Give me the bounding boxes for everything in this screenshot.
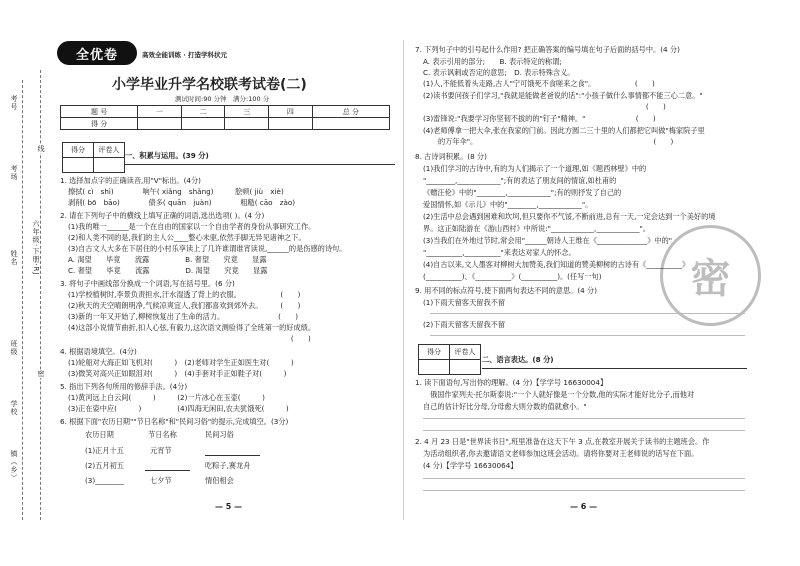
reviewer-label: 评卷人: [94, 143, 125, 158]
q7-5: (2)读书要问孩子们学习,"我就是能做老爸说的话":"小孩子做什么事情都不能三心二意。": [423, 91, 703, 100]
q5-2: (1)黄河远上白云间( ) (2)一片冰心在玉壶( ): [68, 393, 265, 402]
q8-8: (3)当我们在外地过节时,常会用"______朝诗人王维在《______________》中的": [423, 236, 673, 245]
binding-kaochang: 考场: [10, 165, 18, 181]
q5-3: (3)正在姿中应( ) (4)四海无闲田,农夫犹饿死( ): [68, 404, 289, 413]
festival-cell: 情侣相会: [205, 476, 234, 485]
q6-1: 6. 根据下面"农历日期""节日名称"和"民间习俗"的提示,完成填空。(3分): [60, 417, 289, 426]
score-cell[interactable]: [225, 118, 269, 130]
binding-dashed-line: [22, 80, 23, 520]
q4-2: (1)轮船对大海正如飞机对( ) (2)老师对学生正如医生对( ): [68, 358, 294, 367]
q8-4: 《赠汪伦》中的"________,____________";有的则抒发了自己的: [423, 188, 622, 197]
q3-6: ( ): [68, 334, 311, 343]
binding-banji: 班级: [10, 340, 18, 356]
s2-q1-3: 自己的估计好比分母,分母愈大则分数的值就愈小。": [423, 402, 587, 411]
score-header: 二: [181, 106, 225, 118]
q2-6: C. 奢望 毕竟 流露 D. 渴望 究竟 显露: [68, 266, 268, 275]
answer-line[interactable]: [423, 490, 745, 491]
score-cell[interactable]: [312, 118, 389, 130]
s2-q1-1: 1. 读下面语句,写出你的理解。(4 分)【学学号 16630004】: [415, 378, 608, 387]
q3-4: (3)新的一年又开始了,柳树恢复出了生命的活力。 ( ): [68, 312, 299, 321]
answer-line[interactable]: [423, 478, 745, 479]
s2-q1-2: 俄国作家列夫·托尔斯泰说:"一个人就好像是一个分数,他的实际才能好比分子,而他对: [430, 390, 695, 399]
q9-2: (1)下雨天留客天留我不留: [423, 298, 506, 307]
festival-header-date: 农历日期: [85, 430, 114, 439]
q9-3: (2)下雨天留客天留我不留: [423, 320, 506, 329]
seal-mi: 密: [37, 370, 45, 378]
q8-7: 界。这正如陆游在《游山西村》中所说:"____________,____________"。: [423, 224, 650, 233]
festival-header-custom: 民间习俗: [205, 430, 234, 439]
reviewer-cell[interactable]: [94, 158, 125, 173]
page-divider: [403, 40, 404, 520]
q3-2: (1)学校植树时,李景负责担水,汗水湿透了背上的衣服。 ( ): [68, 290, 301, 299]
binding-xiang: 镇（乡）: [10, 450, 18, 482]
festival-cell: 吃粽子,赛龙舟: [205, 461, 251, 470]
answer-line[interactable]: [430, 335, 745, 336]
score-table: [60, 105, 390, 130]
confidential-stamp: 密: [660, 225, 761, 326]
q7-3: C. 表示讽刺或否定的意思; D. 表示特殊含义。: [423, 68, 575, 77]
score-label: 得 分: [61, 118, 138, 130]
q5-1: 5. 指出下列各句所用的修辞手法。(4分): [60, 382, 188, 391]
q3-1: 3. 将句子中画线部分换成一个词语,写在括号里。(6 分): [60, 279, 235, 288]
score-header: 三: [225, 106, 269, 118]
section-2-title: 二、语言表达。(8 分): [482, 355, 554, 364]
reviewer-box-1: [62, 142, 125, 173]
score-cell[interactable]: [138, 118, 182, 130]
score-header: 一: [138, 106, 182, 118]
logo: 全优卷: [57, 41, 137, 65]
festival-cell: 七夕节: [150, 476, 172, 485]
q8-2: (1)我们学习的古诗中,有的为人们揭示了一个道理,如《题西林壁》中的: [423, 164, 647, 173]
q3-3: (2)秋天的天空晴朗明净,气候凉爽宜人,我们都喜欢到郊外去。 ( ): [68, 301, 301, 310]
page-number-left: — 5 —: [215, 502, 243, 511]
festival-blank[interactable]: [205, 446, 260, 456]
binding-kaohao: 考号: [10, 95, 18, 111]
q1-1: 1. 选择加点字的正确读音,用"V"标出。(4分): [60, 176, 201, 185]
seal-xian: 线: [37, 145, 45, 153]
q8-5: 爱国情怀,如《示儿》中的"________,____________"。: [423, 200, 593, 209]
score-header: 四: [269, 106, 313, 118]
answer-line[interactable]: [430, 313, 745, 314]
score-header: 总 分: [312, 106, 389, 118]
festival-cell: 元宵节: [150, 446, 172, 455]
binding-nianji: 六年级·下册·RJ: [32, 220, 40, 276]
reviewer-label: 评卷人: [450, 345, 481, 360]
reviewer-score-cell[interactable]: [419, 360, 450, 375]
q7-7: (3)雷锋说:"我要学习你坚韧不拔的的"钉子"精神。" ( ): [423, 114, 656, 123]
q8-9: "__________,__________"来表达对家人的怀念。: [423, 248, 576, 257]
answer-line[interactable]: [423, 430, 745, 431]
reviewer-cell[interactable]: [450, 360, 481, 375]
q7-9: 的万年伞"。 ( ): [438, 137, 674, 146]
reviewer-score-label: 得分: [63, 143, 94, 158]
q8-3: "________,____________";有的表达了朋友间的情谊,如杜甫的: [423, 176, 617, 185]
q7-8: (4)老师傅拿一把大伞,张在我家的门前。因此方圆二三十里的人们都把它叫做"梅家院子里: [423, 126, 705, 135]
q8-11: (__________)、《__________》(__________)。(任写一句): [423, 272, 602, 281]
s2-q2-1: 2. 4 月 23 日是"世界读书日",班里准备在这天下午 3 点,在教室开展关于读书的主题班会。作: [415, 437, 710, 446]
q8-6: (2)生活中总会遇到困难和坎坷,但只要你不气馁,不断前进,总有一天,一定会达到一个美好的境: [423, 212, 716, 221]
section-2-rule: [482, 368, 747, 369]
reviewer-score-cell[interactable]: [63, 158, 94, 173]
q4-1: 4. 根据语境填空。(4分): [60, 347, 137, 356]
s2-q2-3: (4 分)【学学号 16630064】: [423, 461, 518, 470]
festival-cell: (3)________: [85, 476, 124, 485]
q7-1: 7. 下列句子中的引号起什么作用? 把正确答案的编号填在句子后面的括号中。(4 分): [415, 45, 680, 54]
festival-cell: (1)正月十五: [85, 446, 124, 455]
seal-dashed-line: [40, 70, 41, 520]
reviewer-box-2: [418, 344, 481, 375]
binding-xuexiao: 学校: [10, 400, 18, 416]
q3-5: (4)这部小说情节曲折,扣人心弦,有毅力,这次语文测验得了全班第一的好成绩。: [68, 323, 316, 332]
exam-meta: 测试时间:90 分钟 满分:100 分: [175, 95, 270, 103]
section-1-title: 一、积累与运用。(39 分): [125, 151, 209, 160]
q2-4: (3)自古文人大多在下居住的小村乐享读上了几许谁谓谁宵读说,______的是伤感的诗句。: [68, 244, 347, 253]
q8-10: (4)自古以来,文人墨客对柳树大加赞美,我们知道的赞美柳树的古诗有《__________》: [423, 260, 690, 269]
s2-q2-2: 为活动组织者,你去邀请语文老师参加这班会活动。请将你要对王老师说的话写在下面。: [423, 449, 699, 458]
page-title: 小学毕业升学名校联考试卷(二): [112, 77, 307, 93]
section-1-rule: [125, 164, 395, 165]
festival-blank[interactable]: [145, 461, 190, 471]
q2-5: A. 渴望 毕竟 流露 B. 奢望 究竟 显露: [68, 255, 267, 264]
q8-1: 8. 古诗词积累。(8 分): [415, 152, 487, 161]
q2-2: (1)我的唯一______是一个在自由的国家以一个自由学者的身份从事研究工作。: [68, 222, 316, 231]
q7-2: A. 表示引用的部分; B. 表示特定的称谓;: [423, 57, 562, 66]
q7-6: ( ): [423, 102, 666, 111]
festival-cell: (2)五月初五: [85, 461, 124, 470]
q4-3: (3)微笑对高兴正如眼泪对( ) (4)手套对手正如鞋子对( ): [68, 369, 287, 378]
score-header: 题 号: [61, 106, 138, 118]
q1-3: 剥削( bō bāo) 债多( quān juàn) 粗糙( cāo zào): [68, 198, 296, 207]
slogan: 高效全能训练 · 打造学科状元: [142, 51, 227, 59]
q2-1: 2. 请在下列句子中的横线上填写正确的词语,选出选项( )。(4 分): [60, 211, 265, 220]
q7-4: (1)人,不能低着头走路,古人"宁可饿死不食嗟来之食"。 ( ): [423, 79, 655, 88]
reviewer-score-label: 得分: [419, 345, 450, 360]
score-cell[interactable]: [269, 118, 313, 130]
page-number-right: — 6 —: [570, 502, 598, 511]
score-cell[interactable]: [181, 118, 225, 130]
q9-1: 9. 用不同的标点符号,使下面两句表达不同的意思。(4 分): [415, 286, 598, 295]
q2-3: (2)和人类不同的是,我们的主人公____整心未驱,依然手脚无异见诸神之下。: [68, 233, 306, 242]
festival-header-name: 节日名称: [148, 430, 177, 439]
binding-xingming: 姓名: [10, 250, 18, 266]
q1-2: 擦拭( cì shì) 响午( xiǎng shǎng) 脍顿( jiù xiè): [68, 187, 284, 196]
answer-line[interactable]: [423, 418, 745, 419]
